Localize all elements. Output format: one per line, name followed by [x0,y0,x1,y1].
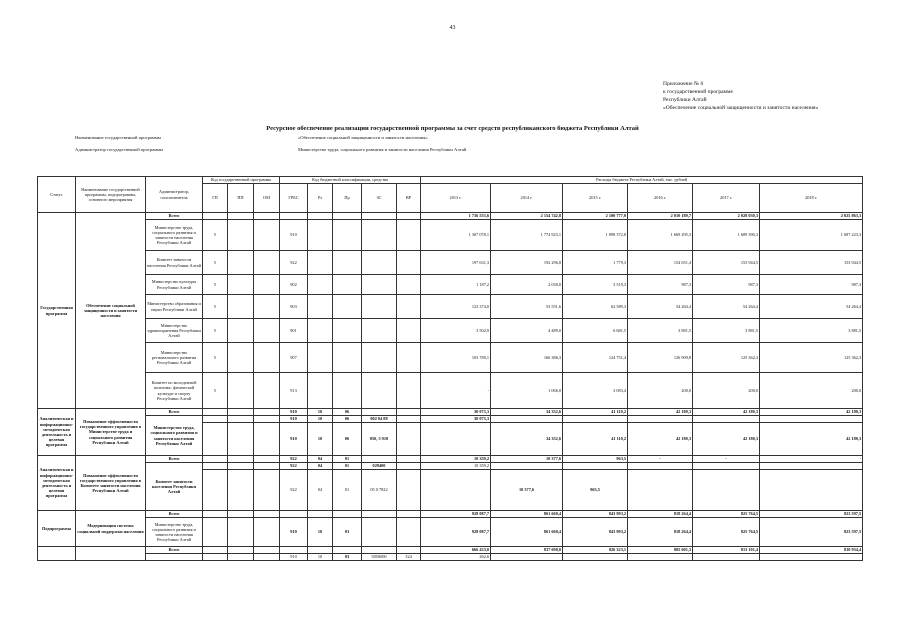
value-cell: 125 362,3 [760,343,863,373]
total-label: Всего [146,511,203,518]
col-rz: Рз [308,184,333,213]
value-cell: 62 589,3 [563,295,628,319]
value-cell: 825 764,5 [693,518,760,547]
value-cell: 1 187,2 [421,275,491,295]
col-year-2016: 2016 г. [628,184,693,213]
total-label: Всего [146,409,203,416]
value-cell: 823 597,5 [760,518,863,547]
table-row [38,295,863,319]
col-gp: ГП [203,184,228,213]
table-row [38,518,863,547]
col-vr: ВР [397,184,421,213]
value-cell: 825 764,5 [693,511,760,518]
value-cell: 10 377,6 [491,456,563,463]
admin-label: Администратор государственной программы [75,147,164,152]
table-row [38,456,863,463]
cs-cell: 002 04 88 [362,416,397,423]
value-cell: 810 934,4 [760,547,863,554]
program-name-label: Наименование государственной программы [75,135,161,140]
value-cell: 200,0 [693,373,760,409]
rz-cell: 10 [308,416,333,423]
value-cell: 823 597,5 [760,511,863,518]
value-cell: 1 774 923,1 [491,220,563,251]
value-cell: 987,3 [693,275,760,295]
admin-cell: Министерство регионального развития Республики Алтай [146,343,203,373]
value-cell: 963,5 [563,456,628,463]
rz-cell: 10 [308,409,333,416]
grbs-cell: 910 [280,220,308,251]
appendix-line: к государственной программе [663,89,733,95]
value-cell: 125 362,3 [693,343,760,373]
rz-cell: 04 [308,470,333,511]
appendix-line: «Обеспечение социальной защищенности и занятости населения» [663,105,819,111]
status-cell: Аналитическая и информационно-методическая деятельность и целевая программа [38,409,76,456]
col-year-2014: 2014 г. [491,184,563,213]
value-cell: 1 736 553,6 [421,213,491,220]
gp-cell: 5 [203,295,228,319]
value-cell: 42 180,3 [693,423,760,456]
cs-cell: 5050000 [362,554,397,561]
value-cell: 928 087,7 [421,511,491,518]
grbs-cell: 910 [280,416,308,423]
admin-cell: Комитет занятости населения Республики Алтай [146,251,203,275]
gp-cell: 5 [203,343,228,373]
table-row [38,251,863,275]
total-label: Всего [146,213,203,220]
value-cell: 34 352,6 [491,423,563,456]
value-cell: 153 944,5 [760,251,863,275]
value-cell: 3 519,3 [563,275,628,295]
grbs-cell: 910 [280,554,308,561]
resource-table [37,176,863,561]
value-cell: 861 660,4 [491,518,563,547]
value-cell: 1 669 295,3 [628,220,693,251]
value-cell: 10 377,6 [491,470,563,511]
col-pp: ПП [228,184,254,213]
value-cell: 4 489,0 [491,319,563,343]
value-cell: 861 660,4 [491,511,563,518]
col-pr: Пр [333,184,362,213]
gp-cell: 5 [203,220,228,251]
value-cell: 30 073,3 [421,409,491,416]
col-status: Статус [38,177,76,213]
value-cell: 2 100 777,0 [563,213,628,220]
document-title: Ресурсное обеспечение реализации государственной программы за счет средств республиканского бюджета Республики Алтай [266,125,639,132]
value-cell: 2 025 863,3 [760,213,863,220]
gp-cell: 5 [203,373,228,409]
value-cell: 843 993,2 [563,511,628,518]
table-row [38,416,863,423]
value-cell: 2 154 742,8 [491,213,563,220]
value-cell: 42 180,3 [628,423,693,456]
gp-cell: 5 [203,319,228,343]
value-cell: 2 030,0 [491,275,563,295]
value-cell: 805 601,3 [628,547,693,554]
admin-value: Министерство труда, социального развития и занятости населения Республики Алтай [298,147,467,152]
value-cell: 42 180,3 [628,409,693,416]
rz-cell: 04 [308,456,333,463]
col-name: Наименование государственной программы, подпрограммы, основного мероприятия [76,177,146,213]
value-cell: 154 651,4 [628,251,693,275]
col-om: ОМ [254,184,280,213]
appendix-line: Приложение № 6 [663,81,704,87]
admin-cell: Министерство труда, социального развития и занятости населения Республики Алтай [146,416,203,456]
grbs-cell: 922 [280,470,308,511]
table-row [38,213,863,220]
value-cell: - [628,456,693,463]
value-cell: 123 374,0 [421,295,491,319]
rz-cell: 10 [308,554,333,561]
value-cell: 192 296,8 [491,251,563,275]
value-cell [421,423,491,456]
pr-cell: 03 [333,518,362,547]
value-cell: 3 083,4 [563,373,628,409]
col-year-2018: 2018 г. [760,184,863,213]
value-cell: 837 690,0 [491,547,563,554]
value-cell: 3 881,5 [760,319,863,343]
value-cell: 34 352,6 [491,409,563,416]
table-row [38,547,863,554]
pr-cell: 03 [333,554,362,561]
value-cell: - [421,373,491,409]
table-row [38,275,863,295]
program-name-value: «Обеспечение социальной защищенности и занятости населения» [298,135,428,140]
value-cell: 54 264,4 [628,295,693,319]
col-admin: Администратор, соисполнитель [146,177,203,213]
value-cell: - [760,456,863,463]
grbs-cell: 910 [280,409,308,416]
pr-cell: 06 [333,409,362,416]
table-row [38,343,863,373]
value-cell: 42 180,3 [760,409,863,416]
value-cell: 818 264,4 [628,511,693,518]
table-row [38,409,863,416]
pr-cell: 01 [333,463,362,470]
value-cell: 818 264,4 [628,518,693,547]
pr-cell: 01 [333,456,362,463]
value-cell: 843 993,2 [563,518,628,547]
col-cs: ЗС [362,184,397,213]
grbs-cell: 910 [280,423,308,456]
page-number: 43 [449,25,456,31]
admin-cell: Министерство образования и науки Республики Алтай [146,295,203,319]
value-cell: 1 066,0 [491,373,563,409]
value-cell: 2 010 189,7 [628,213,693,220]
value-cell: 666 433,0 [421,547,491,554]
table-header-row [38,177,863,184]
grbs-cell: 910 [280,518,308,547]
grbs-cell: 903 [280,295,308,319]
value-cell: 54 264,4 [693,295,760,319]
table-row [38,319,863,343]
pr-cell: 06 [333,423,362,456]
rz-cell: 10 [308,423,333,456]
value-cell: 262,6 [421,554,491,561]
cs-cell: 050, 5 910 [362,423,397,456]
value-cell: 3 502,9 [421,319,491,343]
value-cell: 53 551,6 [491,295,563,319]
value-cell: 987,3 [628,275,693,295]
col-group-expenses: Расходы бюджета Республики Алтай, тыс. рублей [421,177,863,184]
value-cell: 41 110,2 [563,423,628,456]
value-cell: 197 631,3 [421,251,491,275]
col-group-gp-code: Код государственной программы [203,177,280,184]
admin-cell: Министерство здравоохранения Республики Алтай [146,319,203,343]
cs-cell: 05 0 7822 [362,470,397,511]
gp-cell: 5 [203,275,228,295]
table-row [38,554,863,561]
value-cell: 1 689 390,3 [693,220,760,251]
value-cell: 30 073,3 [421,416,491,423]
table-row [38,220,863,251]
col-grbs: ГРБС [280,184,308,213]
grbs-cell: 913 [280,373,308,409]
name-cell: Модернизация системы социальной поддержки населения [76,511,146,547]
admin-cell: Министерство культуры Республики Алтай [146,275,203,295]
col-year-2015: 2015 г. [563,184,628,213]
total-label: Всего [146,456,203,463]
value-cell: 963,5 [563,470,628,511]
value-cell: 153 944,5 [693,251,760,275]
rz-cell: 10 [308,518,333,547]
grbs-cell: 902 [280,275,308,295]
value-cell: 2 028 030,3 [693,213,760,220]
col-year-2013: 2013 г. [421,184,491,213]
cs-cell: 029400 [362,463,397,470]
value-cell: - [693,456,760,463]
grbs-cell: 901 [280,319,308,343]
grbs-cell: 922 [280,251,308,275]
value-cell: 3 881,5 [628,319,693,343]
admin-cell: Комитет занятости населения Республики Алтай [146,463,203,511]
value-cell: 1 307 078,1 [421,220,491,251]
name-cell: Повышение эффективности государственного управления в Комитете занятости населения Республики Алтай [76,456,146,511]
status-cell: Государственная программа [38,213,76,409]
value-cell: 42 180,3 [760,423,863,456]
pr-cell: 01 [333,470,362,511]
value-cell: 42 180,3 [693,409,760,416]
grbs-cell: 922 [280,456,308,463]
name-cell: Повышение эффективности государственного управления в Министерстве труда и социального развития Республики Алтай [76,409,146,456]
col-year-2017: 2017 г. [693,184,760,213]
table-row [38,373,863,409]
value-cell: 124 751,4 [563,343,628,373]
value-cell: 10 359,2 [421,456,491,463]
appendix-line: Республики Алтай [663,97,707,103]
total-label: Всего [146,547,203,554]
status-cell: Подпрограмма [38,511,76,547]
name-cell: Обеспечение социальной защищенности и занятости населения [76,213,146,409]
admin-cell: Министерство труда, социального развития и занятости населения Республики Алтай [146,518,203,547]
value-cell: 826 323,1 [563,547,628,554]
table-row [38,463,863,470]
grbs-cell: 907 [280,343,308,373]
value-cell: 813 101,4 [693,547,760,554]
admin-cell: Комитет по молодежной политике, физической культуре и спорту Республики Алтай [146,373,203,409]
table-row [38,511,863,518]
value-cell: 928 087,7 [421,518,491,547]
value-cell: 126 909,8 [628,343,693,373]
pr-cell: 06 [333,416,362,423]
value-cell: 200,0 [760,373,863,409]
admin-cell: Министерство труда, социального развития и занятости населения Республики Алтай [146,220,203,251]
value-cell: 54 264,4 [760,295,863,319]
value-cell: 41 110,2 [563,409,628,416]
grbs-cell: 922 [280,463,308,470]
value-cell: 166 386,3 [491,343,563,373]
value-cell: 10 359,2 [421,463,491,470]
value-cell: 103 780,1 [421,343,491,373]
status-cell: Аналитическая и информационно-методическая деятельность и целевая программа [38,456,76,511]
gp-cell: 5 [203,251,228,275]
rz-cell: 04 [308,463,333,470]
col-group-budget-class: Код бюджетной классификации, средства [280,177,421,184]
value-cell: 200,0 [628,373,693,409]
value-cell: 987,3 [760,275,863,295]
value-cell: 1 779,3 [563,251,628,275]
value-cell: 1 687 223,3 [760,220,863,251]
value-cell: 6 681,5 [563,319,628,343]
value-cell: 1 898 372,8 [563,220,628,251]
value-cell: 3 881,5 [693,319,760,343]
vr-cell: 324 [397,554,421,561]
appendix-note [663,80,818,112]
